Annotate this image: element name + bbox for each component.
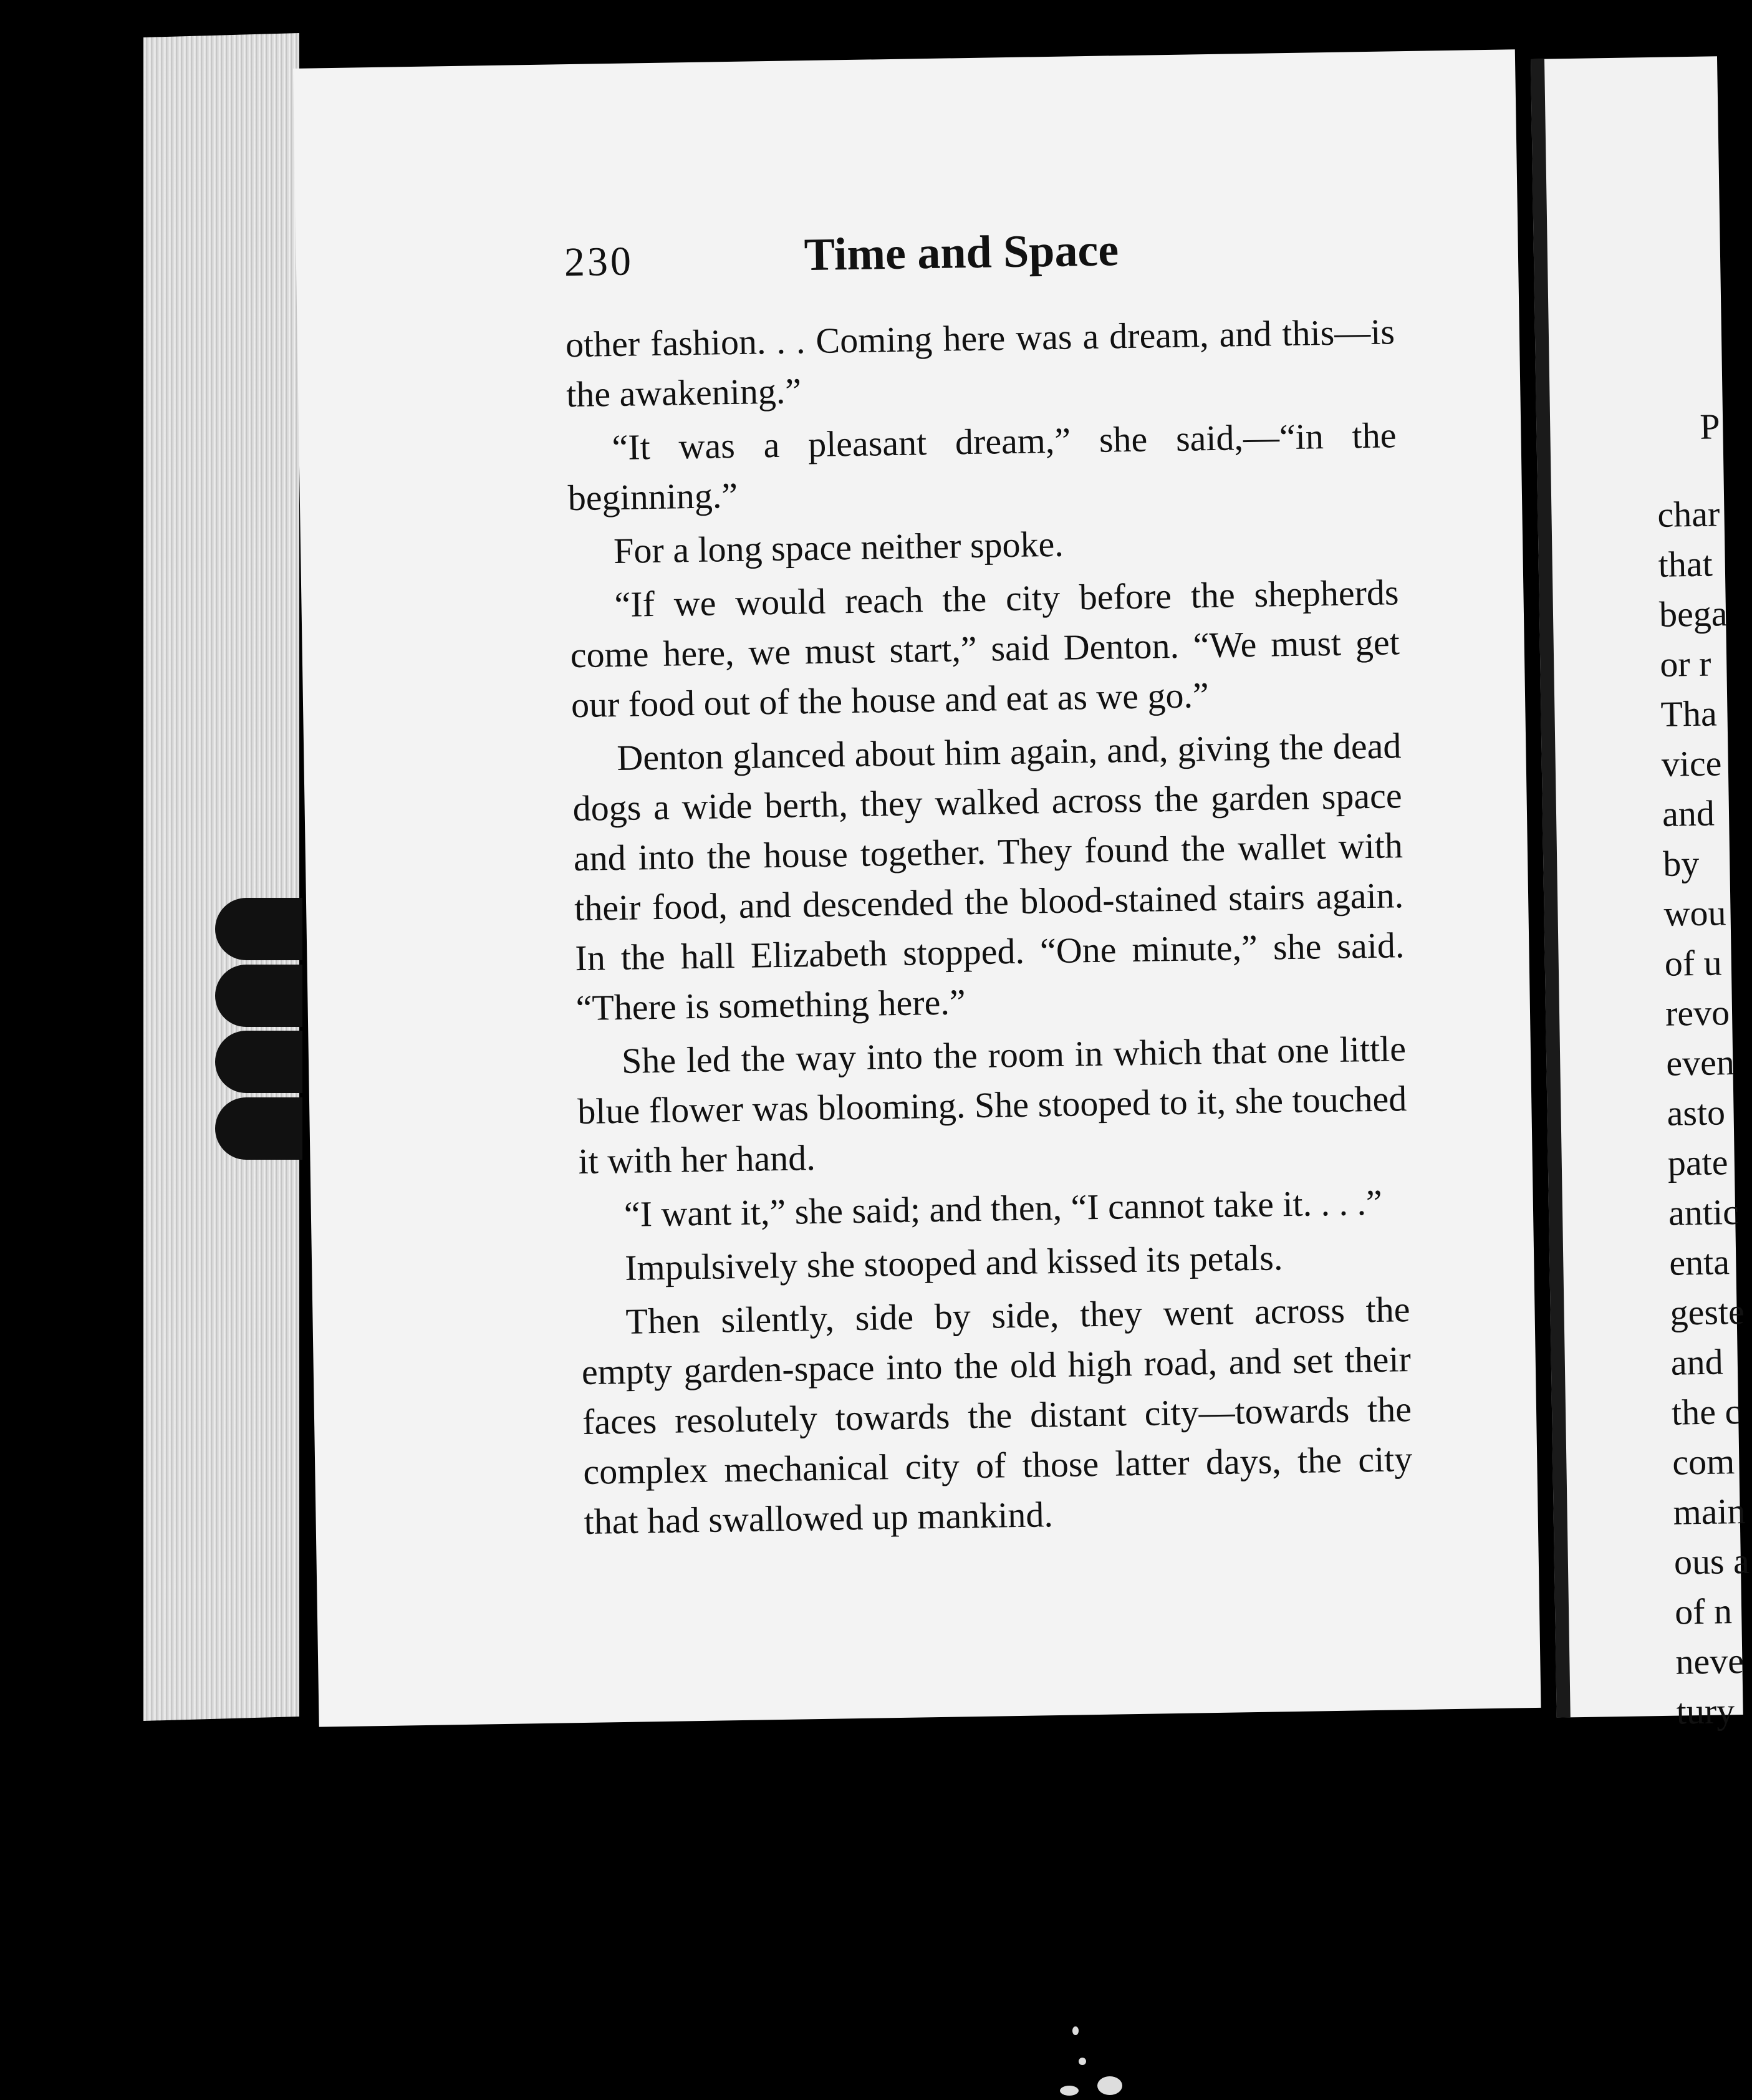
paragraph: For a long space neither spoke.: [613, 523, 1064, 572]
facing-page-fragment: by: [1662, 842, 1700, 884]
facing-page-fragment: that: [1658, 543, 1713, 585]
facing-page-fragment: of u: [1664, 942, 1723, 984]
facing-page-fragment: vice: [1661, 743, 1722, 784]
page-header: [564, 226, 1400, 307]
facing-page-fragment: antic: [1668, 1191, 1740, 1233]
facing-page-fragment: enta: [1668, 1241, 1730, 1283]
facing-page-fragment: of n: [1674, 1591, 1733, 1632]
facing-page-fragment: char: [1657, 493, 1720, 535]
running-head: Time and Space: [804, 224, 1119, 281]
scan-specks: [1060, 2014, 1147, 2100]
facing-page-fragment: ous a: [1673, 1540, 1750, 1582]
facing-page-fragment: asto: [1667, 1092, 1726, 1134]
facing-page-fragment: wou: [1663, 892, 1726, 934]
facing-page-fragment: even: [1665, 1042, 1735, 1084]
facing-page: [1531, 56, 1750, 1732]
facing-page-fragment: neve: [1675, 1640, 1745, 1682]
facing-page-fragment: revo: [1665, 992, 1730, 1034]
paragraph: Impulsively she stooped and kissed its petals.: [624, 1237, 1283, 1288]
paragraph: Then silently, side by side, they went across the empty garden-space into the old high road, and set their faces resolutely towards the distant city—towards the complex mechanical city of those latter days, the city that had swallowed up mankind.: [581, 1289, 1413, 1542]
facing-page-fragment: bega: [1658, 593, 1728, 635]
page-edge: [143, 33, 299, 1721]
facing-page-fragment: and: [1662, 792, 1715, 834]
left-page: [293, 49, 1541, 1727]
paragraph: other fashion. . . Coming here was a dream, and this—is the awakening.”: [565, 311, 1395, 415]
page-number: 230: [564, 238, 634, 286]
facing-page-fragment: and: [1670, 1341, 1724, 1383]
facing-page-fragment: geste: [1670, 1291, 1745, 1333]
facing-page-fragment: tury: [1676, 1690, 1735, 1732]
paragraph: She led the way into the room in which that one little blue flower was blooming. She stooped to it, she touched it with her hand.: [577, 1028, 1407, 1182]
facing-page-fragment: main: [1673, 1490, 1746, 1533]
facing-page-fragment: P: [1699, 406, 1721, 447]
body-text: [565, 307, 1413, 1551]
paragraph: Denton glanced about him again, and, giving the dead dogs a wide berth, they walked across the garden space and into the house together. They found the wallet with their food, and descended the blood-stained stairs again. In the hall Elizabeth stopped. “One minute,” she said. “There is something here.”: [572, 725, 1405, 1029]
facing-page-fragment: or r: [1659, 643, 1711, 685]
paragraph: “It was a pleasant dream,” she said,—“in the beginning.”: [567, 415, 1397, 519]
facing-page-fragment: pate: [1667, 1142, 1728, 1183]
paragraph: “I want it,” she said; and then, “I cannot take it. . . .”: [623, 1182, 1383, 1235]
facing-page-fragment: the c: [1671, 1390, 1741, 1433]
paragraph: “If we would reach the city before the shepherds come here, we must start,” said Denton. “We must get our food out of the house and eat as we go.”: [570, 572, 1400, 726]
facing-page-fragment: com: [1672, 1441, 1735, 1483]
edge-stamp-marks: [215, 898, 302, 1160]
facing-page-fragment: Tha: [1660, 693, 1718, 735]
